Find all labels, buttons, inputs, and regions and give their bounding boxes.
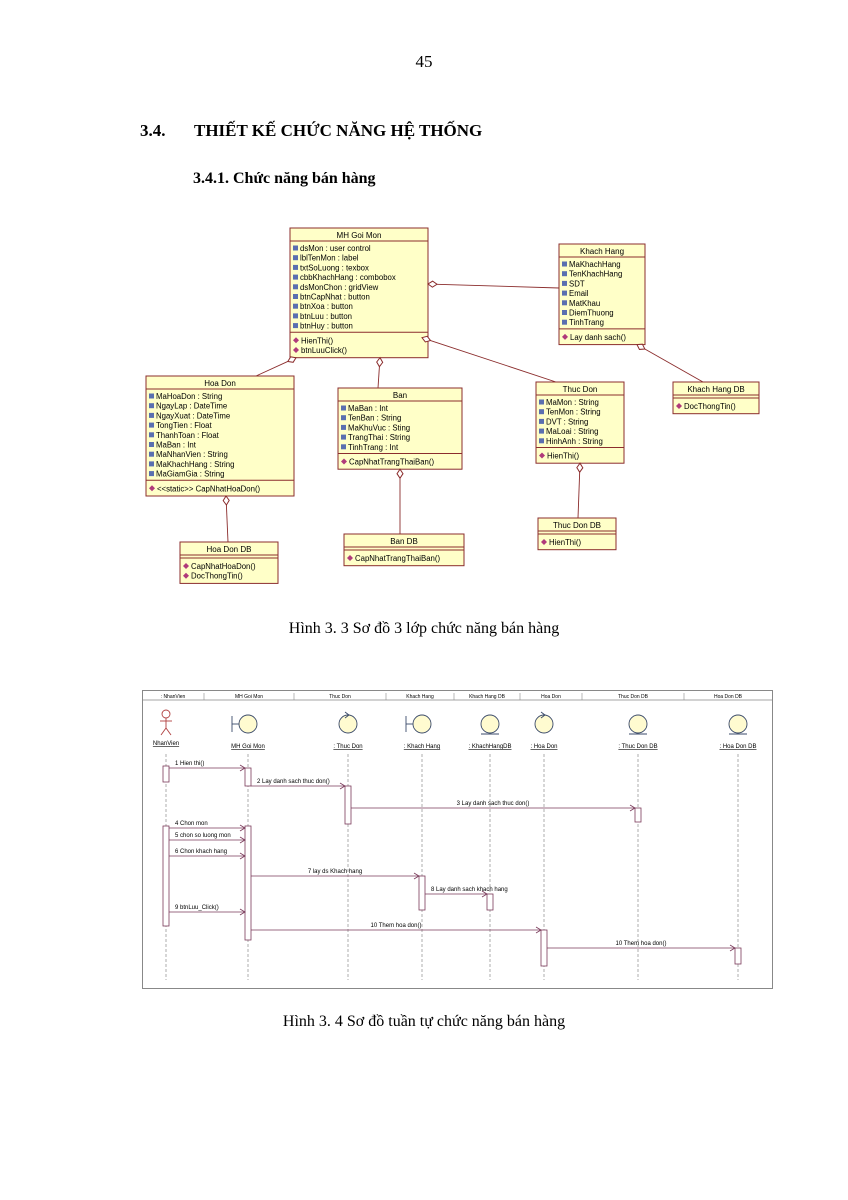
attribute-icon <box>149 413 154 418</box>
assoc-khachhang-db <box>645 349 703 382</box>
class-attribute: NgayLap : DateTime <box>156 401 228 411</box>
attribute-icon <box>293 255 298 260</box>
class-box-thuc-don-db <box>538 518 616 550</box>
class-attribute: Email <box>569 289 589 299</box>
class-attribute: MatKhau <box>569 298 601 308</box>
class-operation: HienThi() <box>301 336 334 346</box>
message-label: 9 btnLuu_Click() <box>175 905 219 911</box>
header-label: : NhanVien <box>160 694 186 700</box>
class-attribute: btnCapNhat : button <box>300 292 370 302</box>
attribute-icon <box>341 435 346 440</box>
header-label: Hoa Don <box>541 694 561 700</box>
class-name: Khach Hang DB <box>687 385 745 394</box>
class-attribute: lblTenMon : label <box>300 253 359 263</box>
attribute-icon <box>149 471 154 476</box>
attribute-icon <box>293 246 298 251</box>
participant-circle <box>413 715 431 733</box>
class-operation: CapNhatHoaDon() <box>191 562 256 571</box>
assoc-mhgoimon-hoadon <box>256 361 288 376</box>
activation-bar <box>245 768 251 786</box>
attribute-icon <box>341 406 346 411</box>
aggregation-diamond <box>397 469 403 478</box>
class-box-khach-hang <box>559 244 645 345</box>
activation-bar <box>419 876 425 910</box>
class-attribute: ThanhToan : Float <box>156 430 219 440</box>
class-attribute: btnLuu : button <box>300 311 353 321</box>
attribute-icon <box>149 442 154 447</box>
message-label: 2 Lay danh sach thuc don() <box>257 779 330 785</box>
assoc-mhgoimon-thucdon <box>431 341 556 382</box>
class-attribute: MaMon : String <box>546 398 599 407</box>
class-operation: btnLuuClick() <box>301 346 347 355</box>
participant-circle <box>729 715 747 733</box>
participant-circle <box>629 715 647 733</box>
class-operation: HienThi() <box>549 538 582 547</box>
class-attribute: btnXoa : button <box>300 302 353 312</box>
class-attribute: TinhTrang <box>569 318 604 328</box>
attribute-icon <box>293 284 298 289</box>
header-label: Khach Hang DB <box>469 694 505 700</box>
aggregation-diamond <box>577 463 583 472</box>
class-diagram-caption: Hình 3. 3 Sơ đồ 3 lớp chức năng bán hàng <box>288 620 560 637</box>
attribute-icon <box>562 271 567 276</box>
subsection-title: Chức năng bán hàng <box>233 170 376 187</box>
attribute-icon <box>293 294 298 299</box>
participant-name: : KhachHangDB <box>468 744 512 750</box>
attribute-icon <box>149 403 154 408</box>
section-title: THIẾT KẾ CHỨC NĂNG HỆ THỐNG <box>194 121 483 140</box>
class-attribute: MaNhanVien : String <box>156 450 228 460</box>
class-operation: DocThongTin() <box>684 402 736 411</box>
message-label: 7 lay ds Khach hang <box>307 869 363 875</box>
class-attribute: dsMon : user control <box>300 244 371 253</box>
header-label: MH Goi Mon <box>234 694 264 700</box>
class-box-mh-goi-mon <box>290 228 428 358</box>
attribute-icon <box>149 461 154 466</box>
section-number: 3.4. <box>140 121 166 140</box>
class-box-thuc-don <box>536 382 624 463</box>
attribute-icon <box>539 429 544 434</box>
assoc-mhgoimon-ban <box>378 367 379 388</box>
participant-circle <box>481 715 499 733</box>
class-operation: CapNhatTrangThaiBan() <box>355 554 441 563</box>
class-name: Ban DB <box>390 537 418 546</box>
message-label: 10 Them hoa don() <box>615 941 667 947</box>
class-operation: <<static>> CapNhatHoaDon() <box>157 484 261 494</box>
attribute-icon <box>149 423 154 428</box>
class-attribute: TinhTrang : Int <box>348 442 399 452</box>
attribute-icon <box>539 400 544 405</box>
attribute-icon <box>539 419 544 424</box>
class-attribute: TongTien : Float <box>156 421 212 431</box>
attribute-icon <box>562 291 567 296</box>
class-attribute: MaBan : Int <box>156 440 196 450</box>
class-attribute: NgayXuat : DateTime <box>156 411 231 421</box>
sequence-diagram <box>142 690 774 990</box>
sequence-diagram-caption: Hình 3. 4 Sơ đồ tuần tự chức năng bán hàng <box>282 1013 566 1030</box>
message-label: 5 chon so luong mon <box>175 833 231 839</box>
message-label: 6 Chon khach hang <box>175 849 228 855</box>
class-attribute: DVT : String <box>546 417 589 427</box>
message-label: 3 Lay danh sach thuc don() <box>456 801 530 807</box>
subsection-heading <box>193 170 376 188</box>
participant-name: : Thuc Don DB <box>618 744 658 750</box>
participant-circle <box>239 715 257 733</box>
class-name: Thuc Don <box>562 385 598 394</box>
class-box-ban <box>338 388 462 469</box>
activation-bar <box>487 894 493 910</box>
header-label: Khach Hang <box>406 694 434 700</box>
class-box-khach-hang-db <box>673 382 759 414</box>
message-label: 4 Chon mon <box>175 821 208 827</box>
attribute-icon <box>293 265 298 270</box>
class-operation: Lay danh sach() <box>570 332 626 342</box>
class-operation: DocThongTin() <box>191 571 243 581</box>
class-attribute: btnHuy : button <box>300 321 353 331</box>
attribute-icon <box>539 438 544 443</box>
class-name: Khach Hang <box>579 247 625 256</box>
attribute-icon <box>562 320 567 325</box>
aggregation-diamond <box>223 496 229 505</box>
class-attribute: cbbKhachHang : combobox <box>300 273 396 283</box>
class-attribute: SDT <box>569 279 585 289</box>
page-number: 45 <box>415 52 433 71</box>
message-label: 8 Lay danh sach khach hang <box>431 887 508 893</box>
aggregation-diamond <box>377 358 383 367</box>
class-attribute: MaBan : Int <box>348 404 388 413</box>
attribute-icon <box>539 409 544 414</box>
class-attribute: MaHoaDon : String <box>156 392 223 401</box>
attribute-icon <box>149 394 154 399</box>
class-attribute: MaKhachHang <box>569 260 621 269</box>
activation-bar <box>541 930 547 966</box>
participant-name: NhanVien <box>152 741 180 747</box>
class-attribute: MaGiamGia : String <box>156 469 225 479</box>
attribute-icon <box>341 415 346 420</box>
activation-bar <box>163 766 169 782</box>
attribute-icon <box>562 300 567 305</box>
class-attribute: MaLoai : String <box>546 427 599 437</box>
class-name: Thuc Don DB <box>552 521 602 530</box>
participant-name: : Hoa Don DB <box>719 744 757 750</box>
assoc-thucdon-db <box>578 472 580 518</box>
aggregation-diamond <box>288 357 296 362</box>
class-box-hoa-don-db <box>180 542 278 583</box>
class-attribute: txtSoLuong : texbox <box>300 263 369 273</box>
class-attribute: MaKhuVuc : Sting <box>348 423 411 433</box>
assoc-hoadon-db <box>226 505 228 542</box>
class-attribute: TenBan : String <box>348 413 402 423</box>
header-label: Hoa Don DB <box>713 694 743 700</box>
class-box-hoa-don <box>146 376 294 496</box>
header-label: Thuc Don <box>329 694 351 700</box>
aggregation-diamond <box>428 281 437 287</box>
activation-bar <box>635 808 641 822</box>
participant-circle <box>535 715 553 733</box>
class-attribute: TrangThai : String <box>348 433 411 443</box>
participant-name: MH Goi Mon <box>231 744 265 750</box>
class-attribute: MaKhachHang : String <box>156 459 235 469</box>
sequence-frame <box>143 691 773 989</box>
class-attribute: TenKhachHang <box>569 269 623 279</box>
class-name: Ban <box>392 391 408 400</box>
assoc-mhgoimon-khachhang <box>437 284 559 288</box>
class-attribute: HinhAnh : String <box>546 436 603 446</box>
class-box-ban-db <box>344 534 464 566</box>
class-operation: HienThi() <box>547 451 580 461</box>
attribute-icon <box>341 425 346 430</box>
class-operation: CapNhatTrangThaiBan() <box>349 457 435 467</box>
activation-bar <box>245 826 251 940</box>
section-heading <box>140 121 482 141</box>
activation-bar <box>163 826 169 926</box>
class-attribute: DiemThuong <box>569 308 614 318</box>
class-diagram <box>140 222 780 592</box>
participant-circle <box>339 715 357 733</box>
subsection-number: 3.4.1. <box>193 170 229 187</box>
participant-name: : Hoa Don <box>530 744 558 750</box>
header-label: Thuc Don DB <box>617 694 649 700</box>
activation-bar <box>345 786 351 824</box>
attribute-icon <box>293 313 298 318</box>
message-label: 10 Them hoa don() <box>370 923 422 929</box>
class-attribute: dsMonChon : gridView <box>300 282 379 292</box>
participant-name: : Khach Hang <box>403 744 441 750</box>
attribute-icon <box>293 275 298 280</box>
attribute-icon <box>562 281 567 286</box>
activation-bar <box>735 948 741 964</box>
class-attribute: TenMon : String <box>546 407 601 417</box>
class-name: Hoa Don <box>204 379 236 388</box>
participant-name: : Thuc Don <box>333 744 363 750</box>
attribute-icon <box>293 304 298 309</box>
attribute-icon <box>341 444 346 449</box>
attribute-icon <box>562 262 567 267</box>
class-name: MH Goi Mon <box>336 231 382 240</box>
attribute-icon <box>149 452 154 457</box>
attribute-icon <box>562 310 567 315</box>
attribute-icon <box>149 432 154 437</box>
attribute-icon <box>293 323 298 328</box>
class-name: Hoa Don DB <box>206 545 252 554</box>
message-label: 1 Hien thi() <box>175 761 205 767</box>
